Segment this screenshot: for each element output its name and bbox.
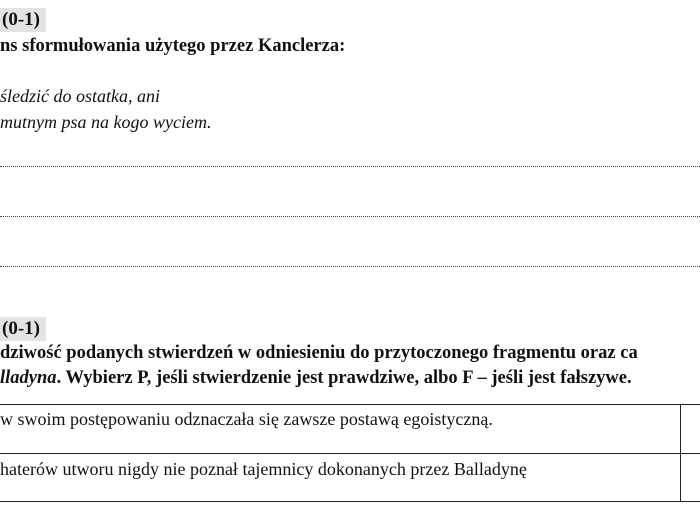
table-border-top <box>0 404 700 405</box>
task2-instruction-rest: . Wybierz P, jeśli stwierdzenie jest prawdziwe, albo F – jeśli jest fałszywe. <box>56 368 632 388</box>
answer-line-1[interactable] <box>0 166 700 167</box>
task2-points-badge: (0-1) <box>0 317 46 341</box>
statement-1: w swoim postępowaniu odznaczała się zawsze postawą egoistyczną. <box>0 409 493 429</box>
task1-instruction: ns sformułowania użytego przez Kanclerza: <box>0 36 346 56</box>
table-border-bottom <box>0 501 700 502</box>
quote-line-2: mutnym psa na kogo wyciem. <box>0 112 212 132</box>
quote-line-1: śledzić do ostatka, ani <box>0 86 160 106</box>
task1-points-badge: (0-1) <box>0 8 46 32</box>
answer-line-3[interactable] <box>0 266 700 267</box>
answer-column-divider <box>680 404 681 502</box>
work-title: lladyna <box>0 368 57 388</box>
statement-2: haterów utworu nigdy nie poznał tajemnicy dokonanych przez Balladynę <box>0 459 527 479</box>
table-row-divider <box>0 453 700 454</box>
task2-instruction-line-2 <box>0 368 632 389</box>
task2-instruction-line-1: dziwość podanych stwierdzeń w odniesieniu do przytoczonego fragmentu oraz ca <box>0 343 638 363</box>
statements-table <box>0 404 700 502</box>
answer-line-2[interactable] <box>0 216 700 217</box>
